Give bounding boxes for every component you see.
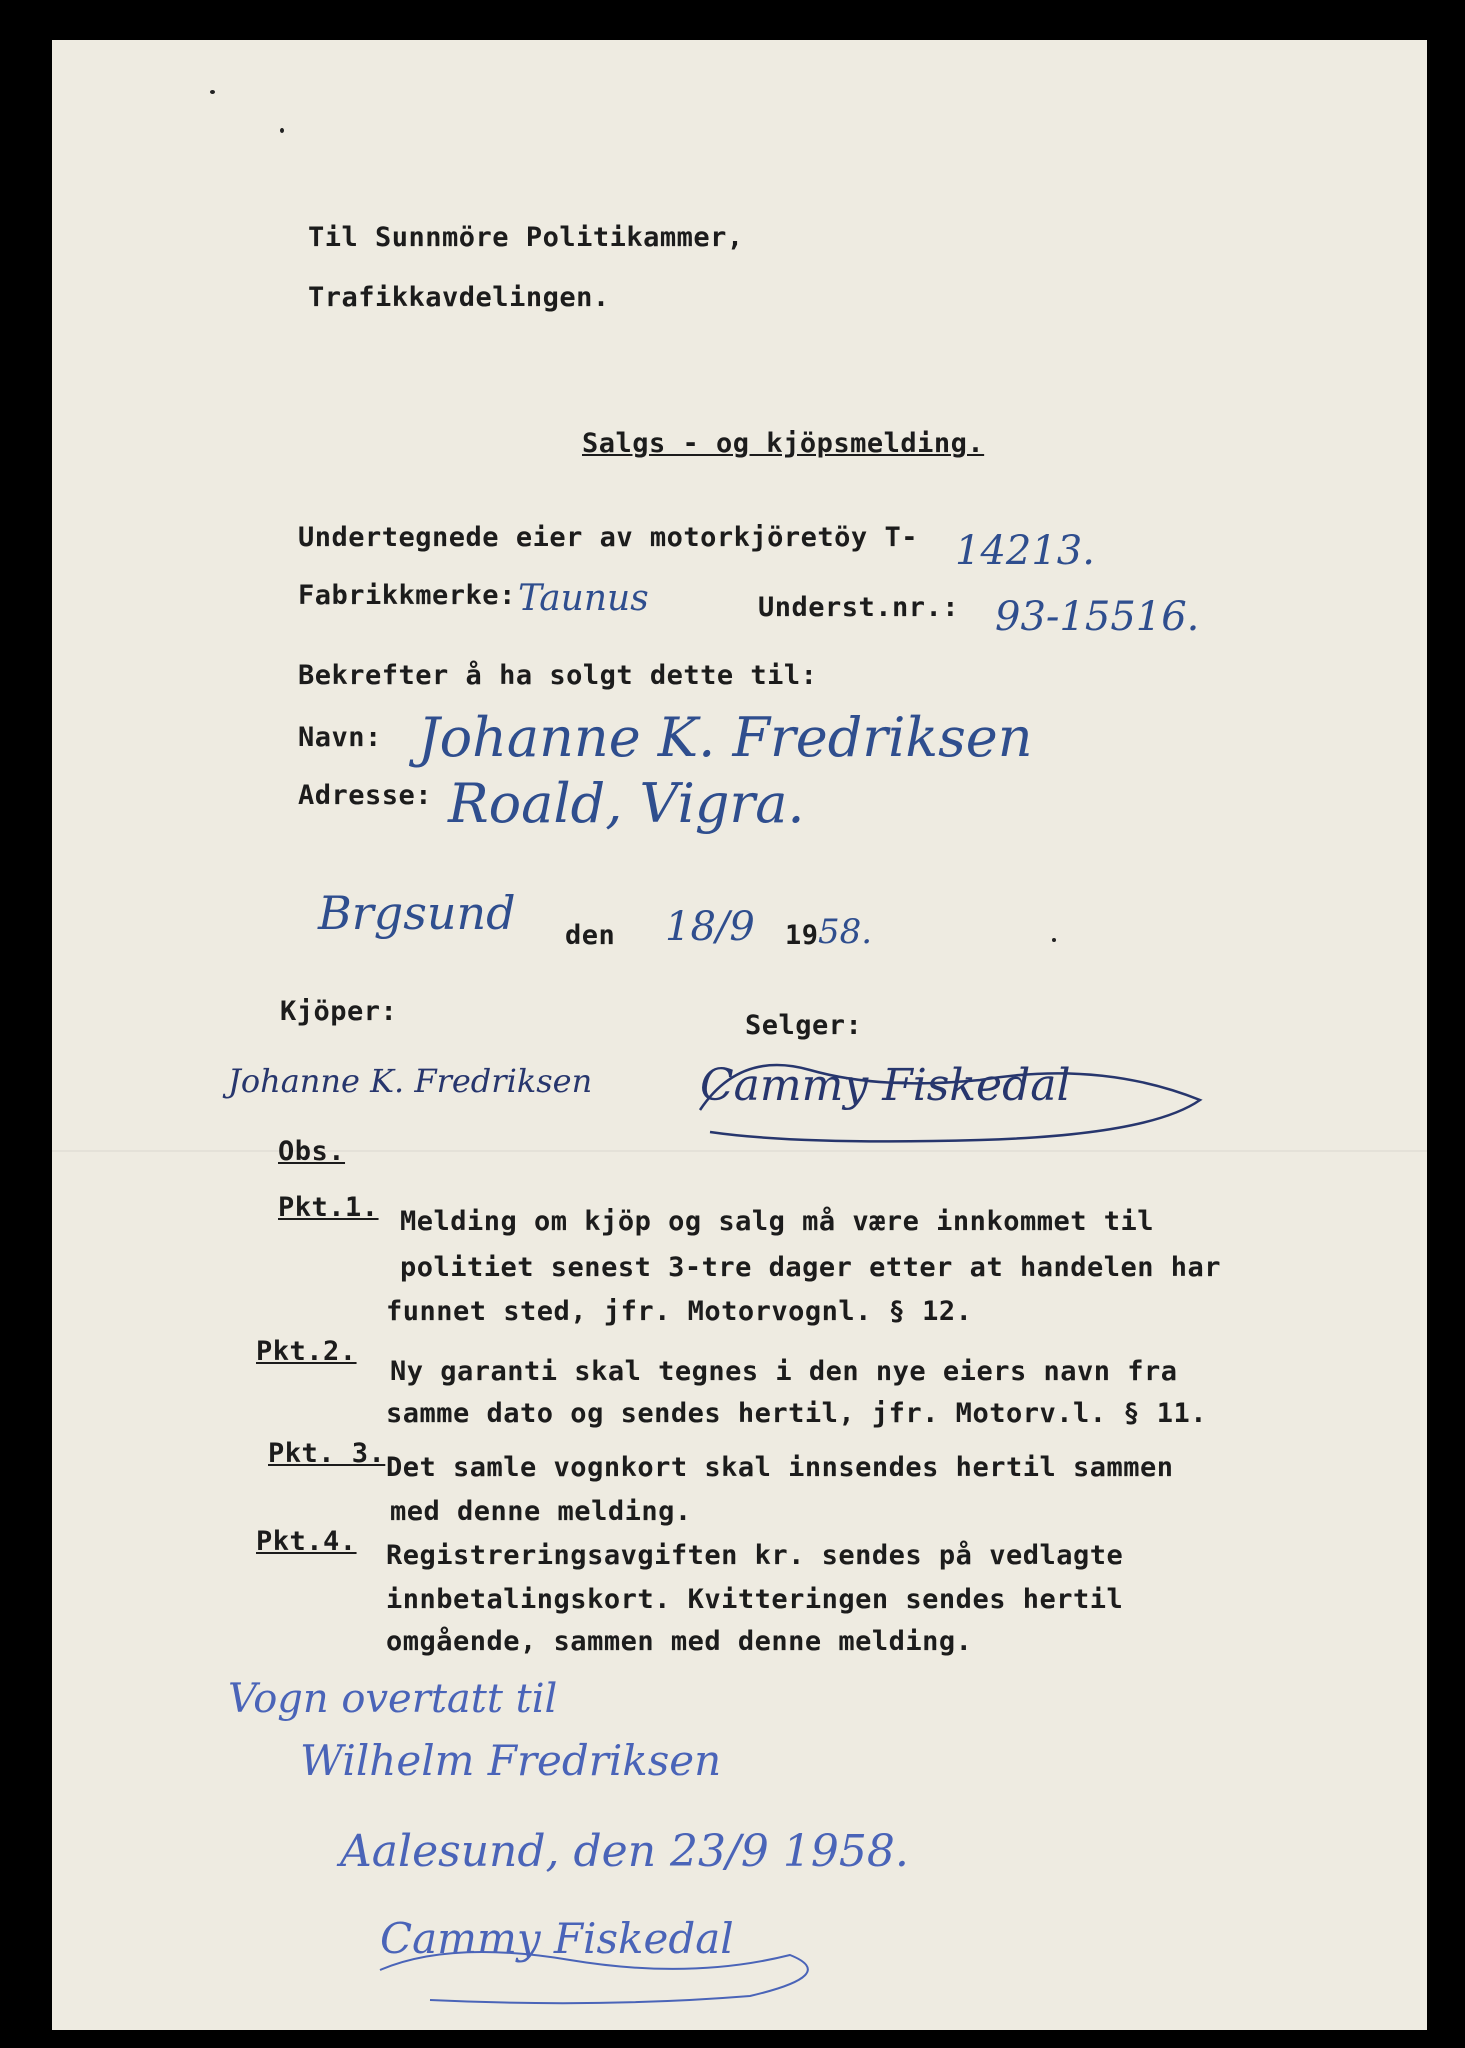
- recipient-line-1: Til Sunnmöre Politikammer,: [308, 222, 744, 253]
- ink-speck: [280, 128, 284, 133]
- seller-signature-flourish: [680, 1040, 1240, 1150]
- make-label: Fabrikkmerke:: [298, 580, 516, 611]
- handwritten-note-line-1: Vogn overtatt til: [228, 1676, 558, 1722]
- note-3-line-1: Det samle vognkort skal innsendes hertil sammen: [386, 1452, 1174, 1483]
- notes-heading: Obs.: [278, 1136, 346, 1167]
- recipient-line-2: Trafikkavdelingen.: [308, 282, 610, 313]
- fold-crease: [52, 1150, 1427, 1152]
- buyer-signature: Johanne K. Fredriksen: [228, 1062, 593, 1100]
- note-3-label: Pkt. 3.: [268, 1438, 386, 1469]
- year-prefix: 19: [785, 920, 819, 951]
- seller-label: Selger:: [745, 1010, 863, 1041]
- note-2-line-2: samme dato og sendes hertil, jfr. Motorv.l. § 11.: [386, 1398, 1208, 1429]
- ink-speck: [210, 90, 215, 94]
- buyer-label: Kjöper:: [280, 996, 398, 1027]
- handwritten-note-line-2: Wilhelm Fredriksen: [300, 1736, 722, 1785]
- place-value: Brgsund: [318, 886, 516, 940]
- note-4-label: Pkt.4.: [256, 1526, 357, 1557]
- seller-signature: Cammy Fiskedal: [700, 1060, 1071, 1111]
- confirm-text: Bekrefter å ha solgt dette til:: [298, 660, 818, 691]
- handwritten-signature-flourish: [370, 1930, 890, 2010]
- address-value: Roald, Vigra.: [448, 772, 805, 835]
- note-4-line-1: Registreringsavgiften kr. sendes på vedlagte: [386, 1540, 1124, 1571]
- note-3-line-2: med denne melding.: [390, 1496, 692, 1527]
- form-title: Salgs - og kjöpsmelding.: [582, 428, 985, 459]
- note-4-line-3: omgående, sammen med denne melding.: [386, 1626, 973, 1657]
- note-4-line-2: innbetalingskort. Kvitteringen sendes hertil: [386, 1584, 1124, 1615]
- name-label: Navn:: [298, 722, 382, 753]
- document-page: [52, 40, 1427, 2030]
- make-value: Taunus: [518, 578, 649, 619]
- ink-dot: [1052, 938, 1056, 942]
- owner-line-label: Undertegnede eier av motorkjöretöy T-: [298, 522, 918, 553]
- note-2-line-1: Ny garanti skal tegnes i den nye eiers navn fra: [390, 1356, 1178, 1387]
- handwritten-note-line-3: Aalesund, den 23/9 1958.: [340, 1826, 909, 1877]
- chassis-label: Underst.nr.:: [758, 592, 960, 623]
- date-den-label: den: [565, 920, 616, 951]
- year-suffix: 58.: [818, 912, 873, 952]
- registration-number: 14213.: [955, 528, 1095, 574]
- name-value: Johanne K. Fredriksen: [418, 706, 1033, 769]
- date-value: 18/9: [665, 904, 755, 950]
- note-1-line-2: politiet senest 3-tre dager etter at handelen har: [400, 1252, 1222, 1283]
- note-1-label: Pkt.1.: [278, 1192, 379, 1223]
- note-1-line-3: funnet sted, jfr. Motorvognl. § 12.: [386, 1296, 973, 1327]
- handwritten-note-signature: Cammy Fiskedal: [380, 1914, 734, 1963]
- address-label: Adresse:: [298, 780, 433, 811]
- note-1-line-1: Melding om kjöp og salg må være innkommet til: [400, 1206, 1154, 1237]
- note-2-label: Pkt.2.: [256, 1336, 357, 1367]
- chassis-value: 93-15516.: [995, 594, 1200, 640]
